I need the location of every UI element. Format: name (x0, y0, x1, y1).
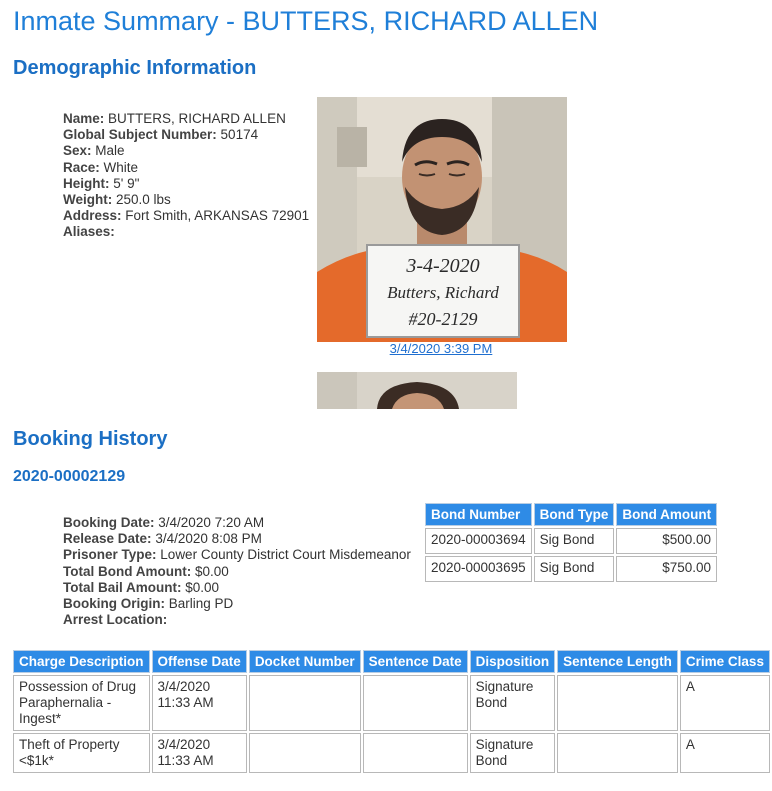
offense-date-cell: 3/4/2020 11:33 AM (152, 675, 247, 731)
booking-history-heading: Booking History (13, 428, 168, 450)
charge-description-cell: Possession of Drug Paraphernalia - Ingest* (13, 675, 150, 731)
field-value: BUTTERS, RICHARD ALLEN (108, 111, 286, 126)
mugshot-photo[interactable] (317, 97, 567, 342)
field-label: Release Date: (63, 531, 152, 547)
field-sex (63, 143, 309, 159)
field-value: 5' 9" (113, 175, 140, 191)
field-value: 50174 (220, 127, 259, 143)
sign-line-date: 3-4-2020 (406, 255, 480, 277)
field-label: Arrest Location: (63, 612, 168, 628)
bond-table (423, 501, 719, 584)
field-name (63, 111, 309, 127)
field-label: Race: (63, 159, 100, 175)
sentence-date-cell (363, 675, 468, 731)
table-row (425, 528, 717, 554)
crime-class-cell: A (680, 675, 770, 731)
bond-type-cell: Sig Bond (534, 556, 615, 582)
bond-number-cell: 2020-00003695 (425, 556, 532, 582)
charge-table (11, 648, 772, 775)
sign-line-name: Butters, Richard (387, 283, 499, 302)
docket-number-cell (249, 675, 361, 731)
booking-number: 2020-00002129 (13, 468, 126, 485)
field-label: Name: (63, 111, 105, 126)
field-value: Male (95, 143, 125, 159)
sentence-date-cell (363, 733, 468, 773)
field-weight (63, 192, 309, 208)
field-total-bond-amount (63, 564, 411, 580)
field-label: Sex: (63, 143, 92, 159)
sentence-date-header[interactable]: Sentence Date (363, 650, 468, 673)
field-aliases (63, 224, 309, 240)
crime-class-cell: A (680, 733, 770, 773)
bond-amount-header[interactable]: Bond Amount (616, 503, 717, 526)
table-row (13, 733, 770, 773)
sentence-length-header[interactable]: Sentence Length (557, 650, 678, 673)
field-booking-origin (63, 596, 411, 612)
page-title: Inmate Summary - BUTTERS, RICHARD ALLEN (13, 6, 599, 36)
offense-date-cell: 3/4/2020 11:33 AM (152, 733, 247, 773)
field-release-date (63, 531, 411, 547)
disposition-header[interactable]: Disposition (470, 650, 556, 673)
charge-description-header[interactable]: Charge Description (13, 650, 150, 673)
field-address (63, 208, 309, 224)
field-value: 3/4/2020 7:20 AM (158, 515, 265, 530)
field-label: Aliases: (63, 224, 115, 240)
field-height (63, 176, 309, 192)
field-value: 3/4/2020 8:08 PM (155, 531, 262, 547)
mugshot-photo-2[interactable] (317, 372, 517, 409)
field-booking-date (63, 515, 411, 531)
sentence-length-cell (557, 733, 678, 773)
booking-info (63, 515, 411, 628)
charge-table-container (11, 648, 764, 775)
crime-class-header[interactable]: Crime Class (680, 650, 770, 673)
field-value: Barling PD (168, 596, 234, 612)
disposition-cell: Signature Bond (470, 675, 556, 731)
field-label: Booking Date: (63, 515, 155, 530)
field-global-subject-number (63, 127, 309, 143)
field-arrest-location (63, 612, 411, 628)
bond-number-header[interactable]: Bond Number (425, 503, 532, 526)
table-row (425, 556, 717, 582)
demographic-heading: Demographic Information (13, 57, 257, 79)
charge-header-row (13, 650, 770, 673)
field-prisoner-type (63, 547, 411, 563)
demographic-info (63, 111, 309, 241)
sign-line-number: #20-2129 (408, 309, 478, 329)
field-total-bail-amount (63, 580, 411, 596)
field-value: Lower County District Court Misdemeanor (160, 547, 411, 563)
charge-description-cell: Theft of Property <$1k* (13, 733, 150, 773)
offense-date-header[interactable]: Offense Date (152, 650, 247, 673)
bond-amount-cell: $500.00 (616, 528, 717, 554)
table-row (13, 675, 770, 731)
field-value: White (103, 159, 139, 175)
field-label: Booking Origin: (63, 596, 165, 612)
bond-number-cell: 2020-00003694 (425, 528, 532, 554)
field-value: $0.00 (185, 579, 220, 595)
mugshot-date-link[interactable]: 3/4/2020 3:39 PM (389, 341, 493, 356)
bond-header-row (425, 503, 717, 526)
bond-amount-cell: $750.00 (616, 556, 717, 582)
field-label: Total Bond Amount: (63, 563, 192, 579)
field-value: 250.0 lbs (116, 192, 171, 208)
field-value: $0.00 (194, 563, 229, 579)
field-label: Prisoner Type: (63, 547, 157, 563)
field-label: Address: (63, 208, 122, 224)
field-label: Weight: (63, 192, 113, 208)
bond-type-cell: Sig Bond (534, 528, 615, 554)
field-label: Height: (63, 175, 110, 191)
disposition-cell: Signature Bond (470, 733, 556, 773)
field-race (63, 160, 309, 176)
docket-number-header[interactable]: Docket Number (249, 650, 361, 673)
docket-number-cell (249, 733, 361, 773)
bond-type-header[interactable]: Bond Type (534, 503, 615, 526)
sentence-length-cell (557, 675, 678, 731)
field-value: Fort Smith, ARKANSAS 72901 (125, 208, 310, 224)
field-label: Global Subject Number: (63, 127, 217, 143)
field-label: Total Bail Amount: (63, 579, 182, 595)
